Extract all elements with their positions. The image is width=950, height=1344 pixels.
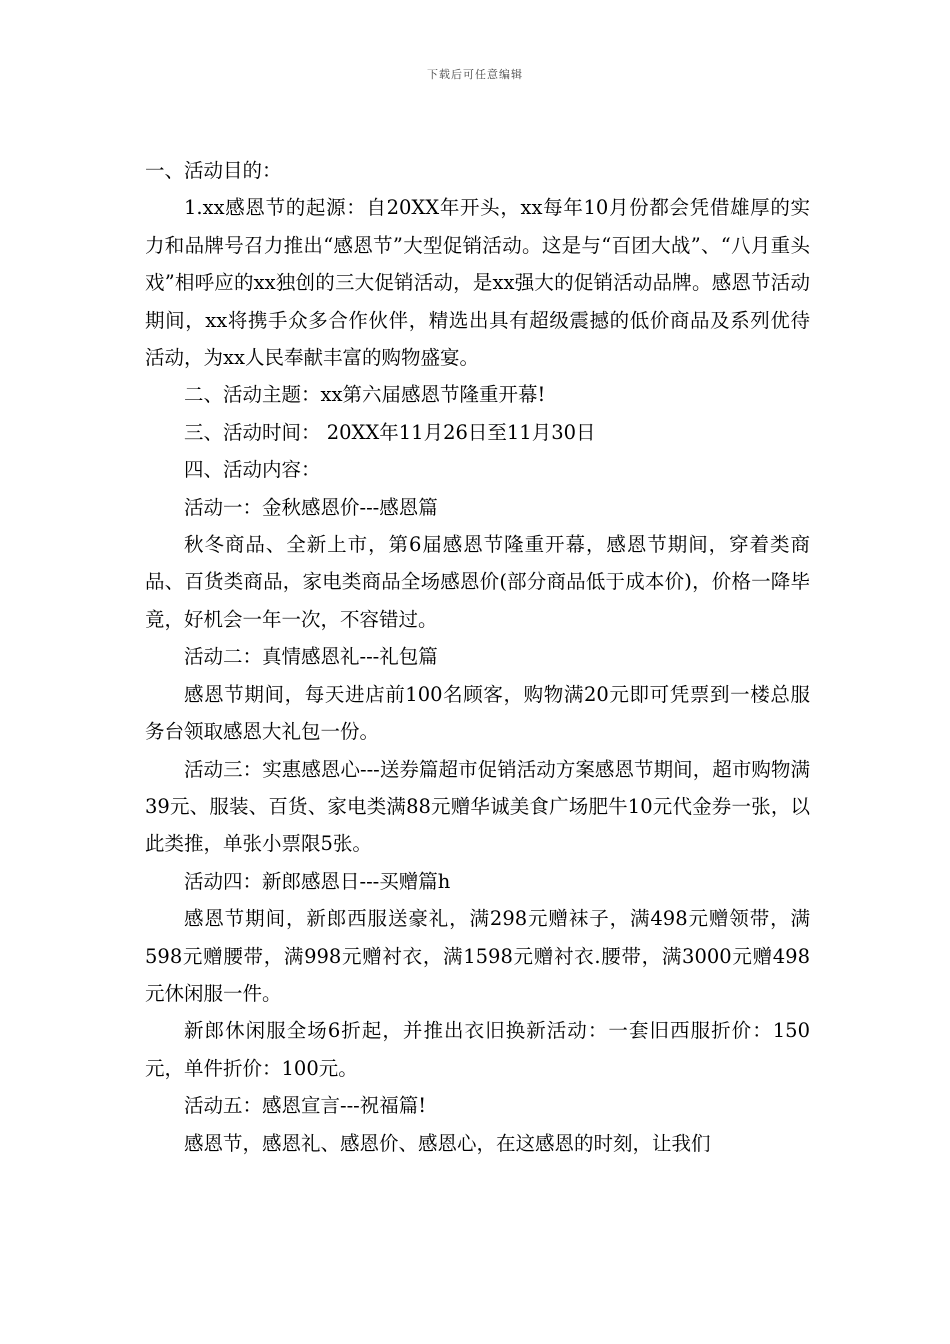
header-note: 下载后可任意编辑	[427, 68, 523, 81]
document-body	[145, 152, 810, 1162]
paragraph-origin: 1.xx感恩节的起源：自20XX年开头，xx每年10月份都会凭借雄厚的实力和品牌号召力推出“感恩节”大型促销活动。这是与“百团大战”、“八月重头戏”相呼应的xx独创的三大促销活动，是xx强大的促销活动品牌。感恩节活动期间，xx将携手众多合作伙伴，精选出具有超级震撼的低价商品及系列优待活动，为xx人民奉献丰富的购物盛宴。	[145, 196, 810, 370]
paragraph-content-heading: 四、活动内容：	[184, 458, 321, 482]
activity-one-body: 秋冬商品、全新上市，第6届感恩节隆重开幕，感恩节期间，穿着类商品、百货类商品，家电类商品全场感恩价(部分商品低于成本价)，价格一降毕竟，好机会一年一次，不容错过。	[145, 533, 810, 631]
activity-four-title: 活动四：新郎感恩日---买赠篇h	[184, 869, 451, 893]
activity-two-body: 感恩节期间，每天进店前100名顾客，购物满20元即可凭票到一楼总服务台领取感恩大礼包一份。	[145, 682, 810, 744]
paragraph-theme: 二、活动主题：xx第六届感恩节隆重开幕!	[184, 383, 546, 407]
activity-two-title: 活动二：真情感恩礼---礼包篇	[184, 645, 438, 669]
activity-five-title: 活动五：感恩宣言---祝福篇!	[184, 1094, 427, 1118]
activity-five-body: 感恩节，感恩礼、感恩价、感恩心，在这感恩的时刻，让我们	[184, 1131, 711, 1155]
activity-three-body: 活动三：实惠感恩心---送券篇超市促销活动方案感恩节期间，超市购物满39元、服装、百货、家电类满88元赠华诚美食广场肥牛10元代金券一张，以此类推，单张小票限5张。	[145, 757, 810, 856]
activity-one-title: 活动一：金秋感恩价---感恩篇	[184, 495, 438, 519]
activity-four-body: 感恩节期间，新郎西服送豪礼，满298元赠袜子，满498元赠领带，满598元赠腰带，满998元赠衬衣，满1598元赠衬衣.腰带，满3000元赠498元休闲服一件。	[145, 907, 810, 1005]
paragraph-time: 三、活动时间： 20XX年11月26日至11月30日	[184, 420, 596, 444]
activity-four-casual: 新郎休闲服全场6折起，并推出衣旧换新活动：一套旧西服折价：150元，单件折价：100元。	[145, 1019, 810, 1080]
section-heading-purpose: 一、活动目的：	[145, 159, 282, 182]
